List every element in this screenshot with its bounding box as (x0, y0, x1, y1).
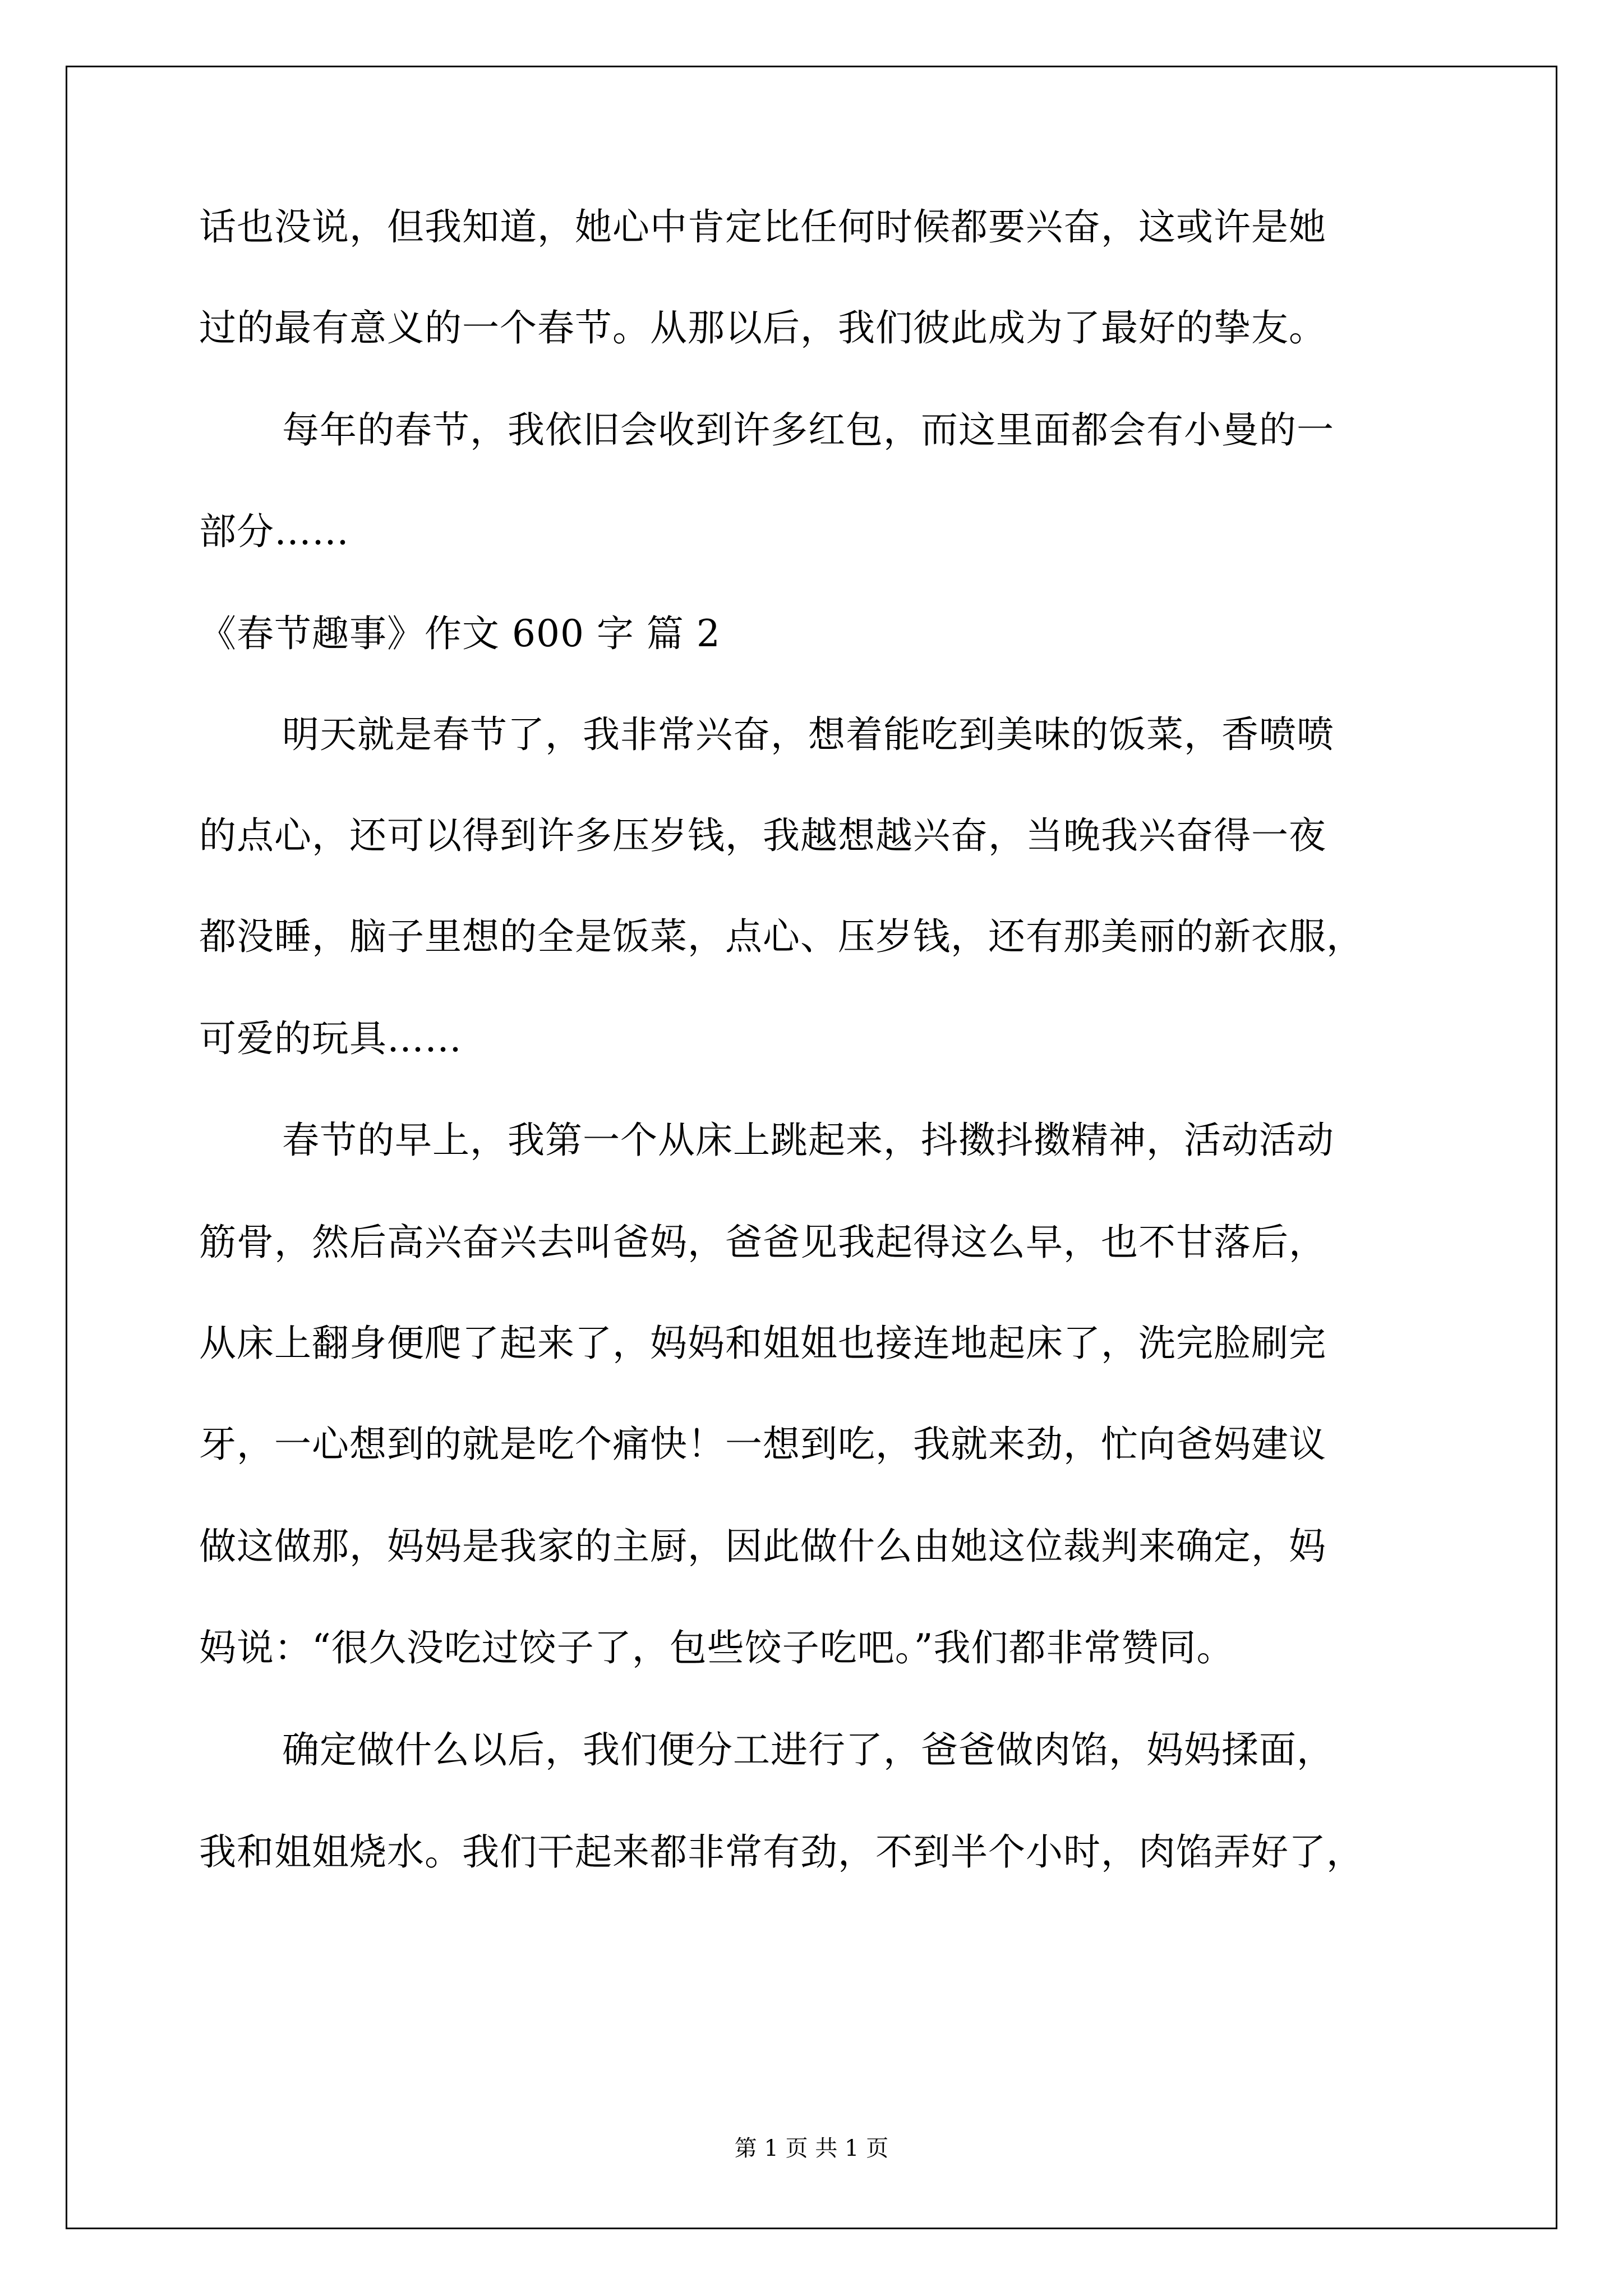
page-number-footer: 第 1 页 共 1 页 (734, 2136, 889, 2161)
text-line: 确定做什么以后，我们便分工进行了，爸爸做肉馅，妈妈揉面， (282, 1728, 1334, 1772)
text-line: 从床上翻身便爬了起来了，妈妈和姐姐也接连地起床了，洗完脸刷完 (199, 1322, 1326, 1365)
text-line: 我和姐姐烧水。我们干起来都非常有劲，不到半个小时，肉馅弄好了， (199, 1830, 1364, 1874)
text-line: 明天就是春节了，我非常兴奋，想着能吃到美味的饭菜，香喷喷 (282, 713, 1334, 756)
section-heading: 《春节趣事》作文 600 字 篇 2 (199, 612, 721, 655)
text-line: 做这做那，妈妈是我家的主厨，因此做什么由她这位裁判来确定，妈 (199, 1525, 1326, 1568)
text-line: 牙，一心想到的就是吃个痛快！一想到吃，我就来劲，忙向爸妈建议 (199, 1423, 1326, 1466)
text-line: 妈说：“很久没吃过饺子了，包些饺子吃吧。”我们都非常赞同。 (199, 1626, 1234, 1669)
text-line: 可爱的玩具…… (199, 1017, 462, 1060)
text-line: 每年的春节，我依旧会收到许多红包，而这里面都会有小曼的一 (282, 408, 1334, 452)
text-line: 部分…… (199, 510, 349, 553)
text-line: 都没睡，脑子里想的全是饭菜，点心、压岁钱，还有那美丽的新衣服， (199, 915, 1364, 958)
text-line: 话也没说，但我知道，她心中肯定比任何时候都要兴奋，这或许是她 (199, 205, 1326, 249)
text-line: 过的最有意义的一个春节。从那以后，我们彼此成为了最好的挚友。 (199, 306, 1326, 349)
text-line: 筋骨，然后高兴奋兴去叫爸妈，爸爸见我起得这么早，也不甘落后， (199, 1221, 1326, 1264)
text-line: 的点心，还可以得到许多压岁钱，我越想越兴奋，当晚我兴奋得一夜 (199, 814, 1326, 857)
text-line: 春节的早上，我第一个从床上跳起来，抖擞抖擞精神，活动活动 (282, 1119, 1334, 1162)
